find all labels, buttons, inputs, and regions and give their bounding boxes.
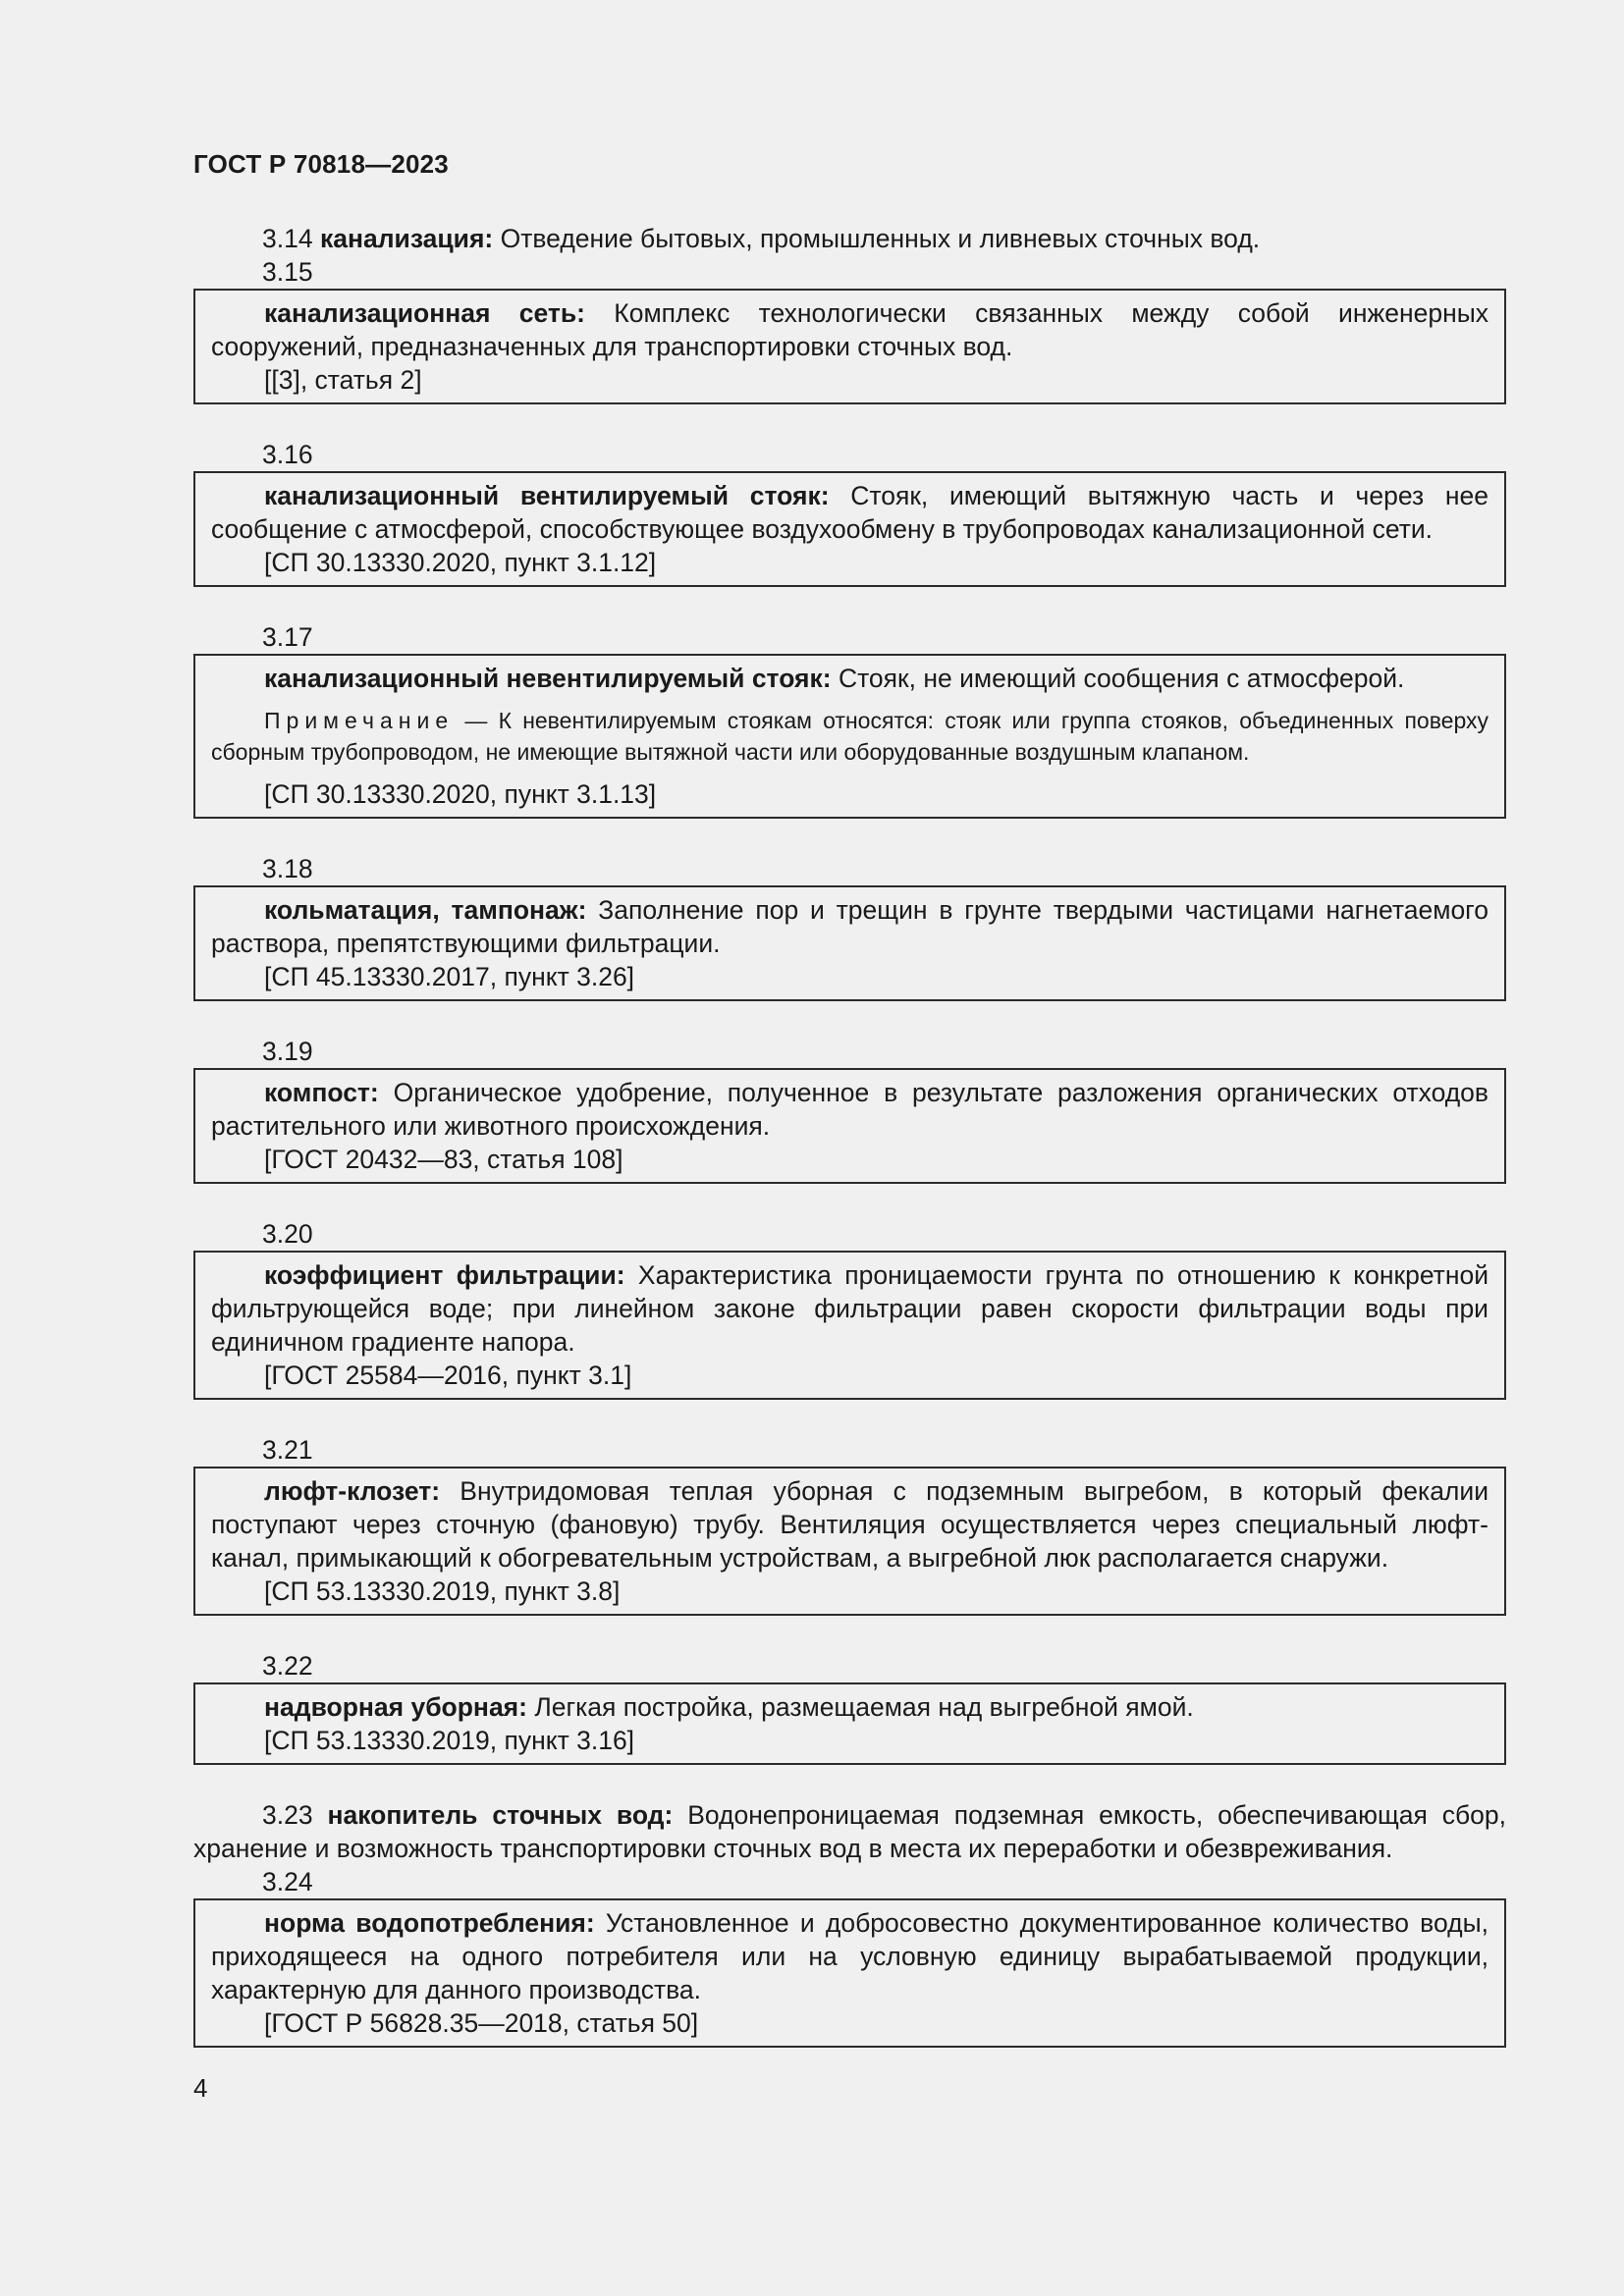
term-name: накопитель сточных вод: [327, 1800, 674, 1830]
term-box-3-20 [193, 1251, 1506, 1400]
term-name: канализационная сеть: [264, 298, 585, 328]
term-text [211, 893, 1489, 960]
term-source: [СП 53.13330.2019, пункт 3.16] [264, 1726, 635, 1755]
term-source: [ГОСТ 25584—2016, пункт 3.1] [264, 1361, 632, 1390]
term-entry-3-14 [193, 222, 1506, 255]
note-text: — К невентилируемым стоякам относятся: стояк или группа стояков, объединенных поверху сборным трубопроводом, не имеющие вытяжной части или оборудованные воздушным клапаном. [211, 708, 1489, 765]
term-note [211, 705, 1489, 768]
term-name: надворная уборная: [264, 1692, 527, 1722]
term-definition: Стояк, не имеющий сообщения с атмосферой. [831, 664, 1405, 693]
term-definition: Органическое удобрение, полученное в результате разложения органических отходов растительного или животного происхождения. [211, 1078, 1489, 1141]
term-source: [СП 53.13330.2019, пункт 3.8] [264, 1576, 621, 1606]
term-box-3-19 [193, 1068, 1506, 1184]
term-source: [СП 30.13330.2020, пункт 3.1.13] [264, 779, 657, 809]
page-number: 4 [193, 2073, 208, 2103]
term-number: 3.23 [262, 1800, 313, 1830]
term-text [211, 662, 1489, 695]
term-number: 3.14 [262, 224, 313, 253]
term-name: канализация: [319, 224, 494, 253]
term-definition: Стояк, имеющий вытяжную часть и через нее сообщение с атмосферой, способствующее воздухообмену в трубопроводах канализационной сети. [211, 481, 1489, 544]
term-name: кольматация, тампонаж: [264, 895, 587, 925]
term-text [211, 1906, 1489, 2006]
term-number: 3.21 [262, 1435, 313, 1465]
term-box-3-22 [193, 1682, 1506, 1765]
term-number: 3.16 [262, 440, 313, 469]
term-text [211, 1690, 1489, 1724]
term-definition: Отведение бытовых, промышленных и ливневых сточных вод. [493, 224, 1261, 253]
term-box-3-15 [193, 289, 1506, 404]
term-entry-3-23 [193, 1798, 1506, 1865]
term-definition: Комплекс технологически связанных между собой инженерных сооружений, предназначенных для транспортировки сточных вод. [211, 298, 1489, 361]
term-number: 3.22 [262, 1651, 313, 1681]
term-name: коэффициент фильтрации: [264, 1260, 625, 1290]
term-name: норма водопотребления: [264, 1908, 595, 1938]
term-number: 3.19 [262, 1037, 313, 1066]
term-box-3-21 [193, 1467, 1506, 1616]
term-name: люфт-клозет: [264, 1476, 441, 1506]
term-definition: Водонепроницаемая подземная емкость, обеспечивающая сбор, хранение и возможность транспортировки сточных вод в места их переработки и обезвреживания. [193, 1800, 1506, 1863]
term-source: [СП 30.13330.2020, пункт 3.1.12] [264, 548, 657, 577]
document-header: ГОСТ Р 70818—2023 [193, 149, 449, 179]
terms-list [193, 222, 1506, 2048]
term-text [211, 1474, 1489, 1575]
term-text [211, 479, 1489, 546]
term-number: 3.15 [262, 257, 313, 287]
term-definition: Характеристика проницаемости грунта по отношению к конкретной фильтрующейся воде; при линейном законе фильтрации равен скорости фильтрации воды при единичном градиенте напора. [211, 1260, 1489, 1357]
term-box-3-24 [193, 1898, 1506, 2048]
term-source: [ГОСТ 20432—83, статья 108] [264, 1145, 623, 1174]
note-label: Примечание [264, 708, 455, 733]
term-definition: Внутридомовая теплая уборная с подземным выгребом, в который фекалии поступают через сточную (фановую) трубу. Вентиляция осуществляется через специальный люфт-канал, примыкающий к обогревательным устройствам, а выгребной люк располагается снаружи. [211, 1476, 1489, 1573]
term-box-3-16 [193, 471, 1506, 587]
term-text [211, 296, 1489, 363]
term-number: 3.17 [262, 622, 313, 652]
term-definition: Легкая постройка, размещаемая над выгребной ямой. [526, 1692, 1194, 1722]
term-text [211, 1258, 1489, 1359]
term-text [211, 1076, 1489, 1143]
term-name: канализационный вентилируемый стояк: [264, 481, 830, 510]
term-box-3-17 [193, 654, 1506, 819]
term-box-3-18 [193, 885, 1506, 1001]
term-source: [ГОСТ Р 56828.35—2018, статья 50] [264, 2008, 699, 2038]
term-definition: Установленное и добросовестно документированное количество воды, приходящееся на одного потребителя или на условную единицу вырабатываемой продукции, характерную для данного производства. [211, 1908, 1489, 2004]
term-number: 3.18 [262, 854, 313, 883]
term-number: 3.20 [262, 1219, 313, 1249]
term-number: 3.24 [262, 1867, 313, 1896]
term-name: канализационный невентилируемый стояк: [264, 664, 832, 693]
term-name: компост: [264, 1078, 379, 1107]
term-source: [СП 45.13330.2017, пункт 3.26] [264, 962, 635, 991]
term-definition: Заполнение пор и трещин в грунте твердыми частицами нагнетаемого раствора, препятствующими фильтрации. [211, 895, 1489, 958]
term-source: [[3], статья 2] [264, 365, 422, 395]
